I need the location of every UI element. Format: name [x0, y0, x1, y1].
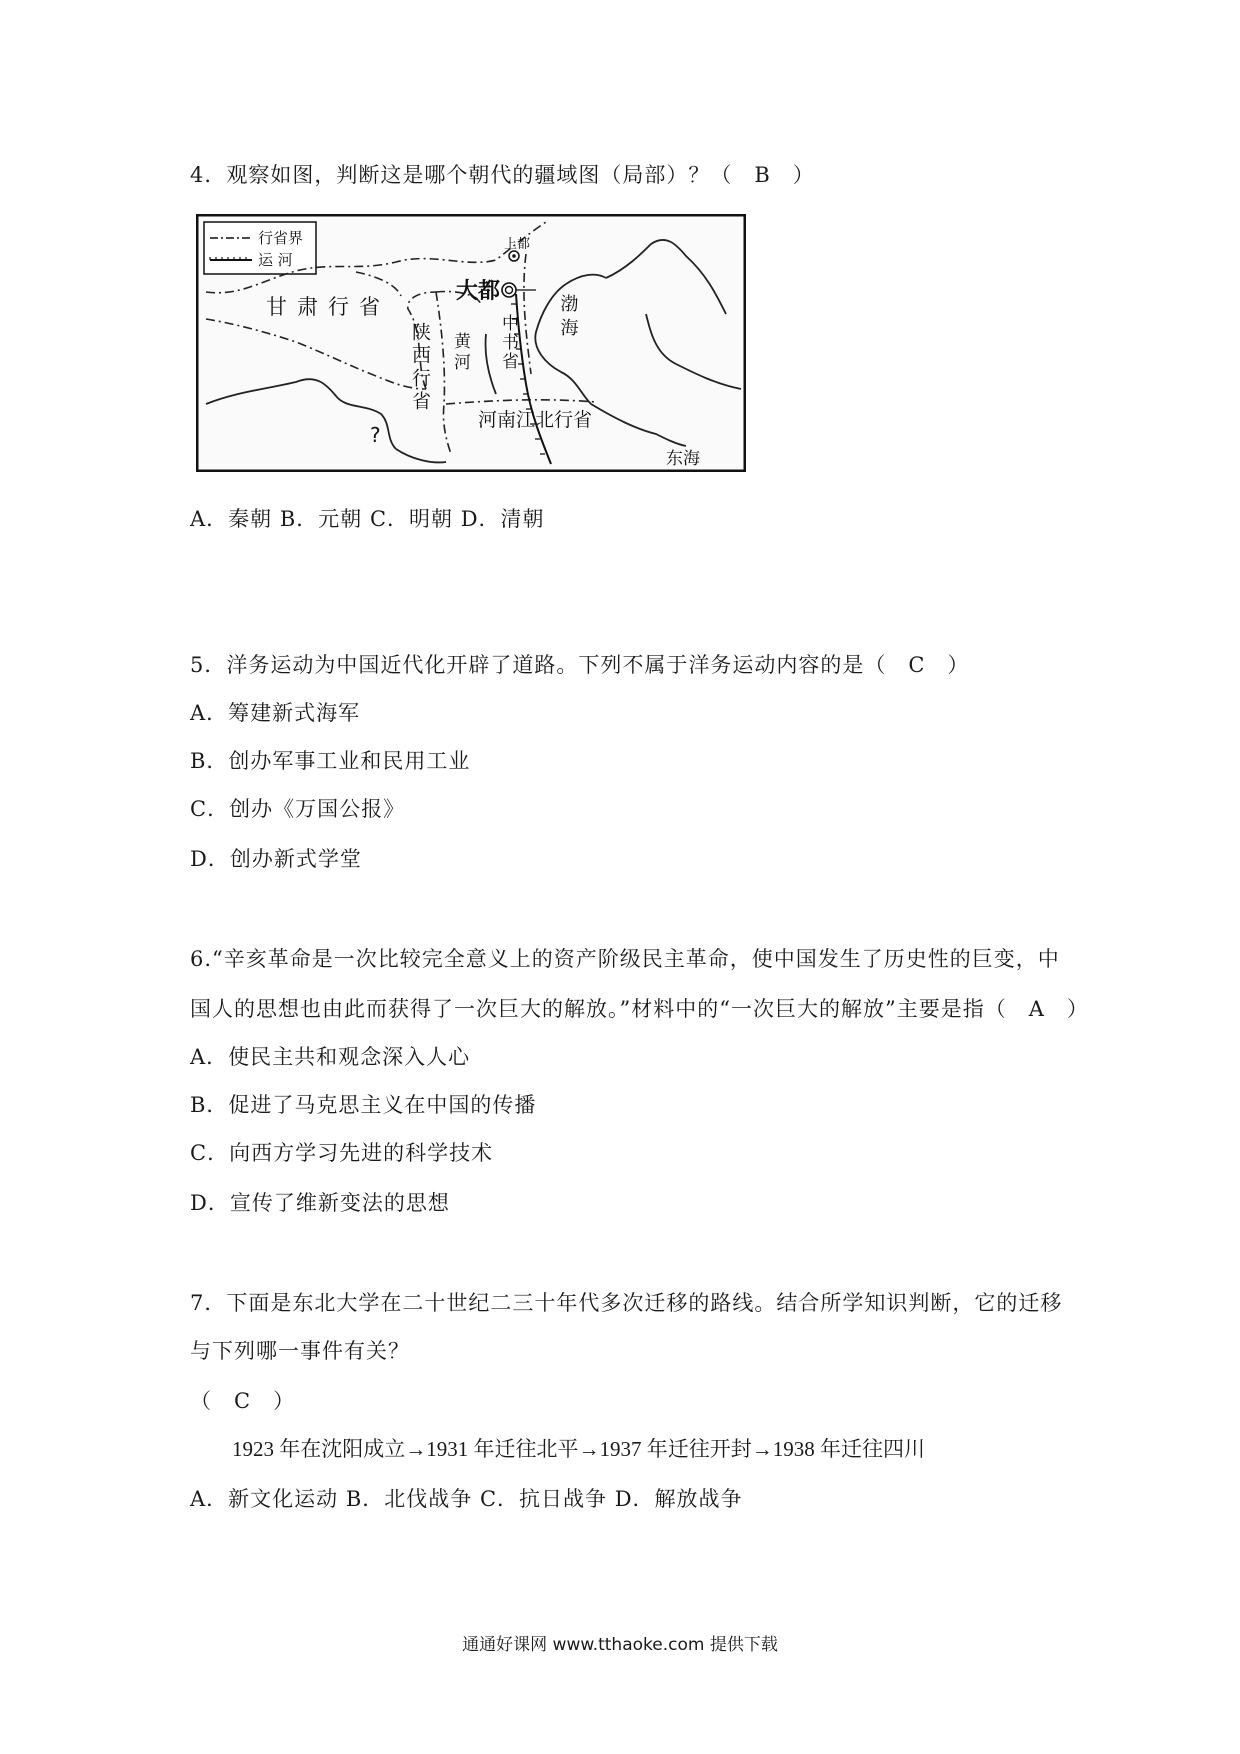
q6-stem-line2: 国人的思想也由此而获得了一次巨大的解放。”材料中的“一次巨大的解放”主要是指（ A ）	[190, 997, 1089, 1021]
label-donghai: 东海	[666, 449, 700, 469]
q5-option-c: C．创办《万国公报》	[190, 797, 406, 821]
map-question-mark: ?	[370, 423, 381, 447]
label-zhongshu: 中书省	[498, 314, 518, 371]
label-bohai: 渤海	[557, 294, 579, 342]
q4-options: A．秦朝 B．元朝 C．明朝 D．清朝	[190, 507, 545, 531]
q6-option-b: B．促进了马克思主义在中国的传播	[190, 1093, 537, 1117]
label-gansu: 甘肃行省	[266, 295, 390, 319]
q5-option-d: D．创办新式学堂	[190, 847, 362, 871]
legend-border-label: 行省界	[258, 229, 304, 247]
label-shangdu: 上都	[504, 237, 531, 252]
q7-stem-line1: 7．下面是东北大学在二十世纪二三十年代多次迁移的路线。结合所学知识判断，它的迁移	[190, 1291, 1063, 1315]
q7-route: 1923 年在沈阳成立→1931 年迁往北平→1937 年迁往开封→1938 年迁往四川	[232, 1437, 925, 1461]
dynasty-territory-map	[196, 214, 746, 472]
q5-stem: 5．洋务运动为中国近代化开辟了道路。下列不属于洋务运动内容的是（ C ）	[190, 653, 970, 677]
q5-option-a: A．筹建新式海军	[190, 701, 361, 725]
q6-option-d: D．宣传了维新变法的思想	[190, 1191, 450, 1215]
label-huanghe: 黄河	[450, 332, 470, 374]
label-shaanxi: 陕西行省	[409, 322, 431, 414]
q6-option-a: A．使民主共和观念深入人心	[190, 1045, 471, 1069]
label-dadu: 大都	[456, 279, 501, 304]
label-henan: 河南江北行省	[478, 409, 593, 431]
q7-answer: （ C ）	[190, 1389, 296, 1413]
q5-option-b: B．创办军事工业和民用工业	[190, 749, 471, 773]
q4-stem: 4．观察如图，判断这是哪个朝代的疆域图（局部）？（ B ）	[190, 163, 815, 187]
footer-credit: 通通好课网 www.tthaoke.com 提供下载	[462, 1635, 778, 1655]
q6-stem-line1: 6.“辛亥革命是一次比较完全意义上的资产阶级民主革命，使中国发生了历史性的巨变，中	[190, 947, 1060, 971]
q6-option-c: C．向西方学习先进的科学技术	[190, 1141, 494, 1165]
legend-canal-label: 运 河	[258, 251, 293, 269]
q7-stem-line2: 与下列哪一事件有关？	[190, 1339, 410, 1363]
q7-options: A．新文化运动 B．北伐战争 C．抗日战争 D．解放战争	[190, 1487, 743, 1511]
